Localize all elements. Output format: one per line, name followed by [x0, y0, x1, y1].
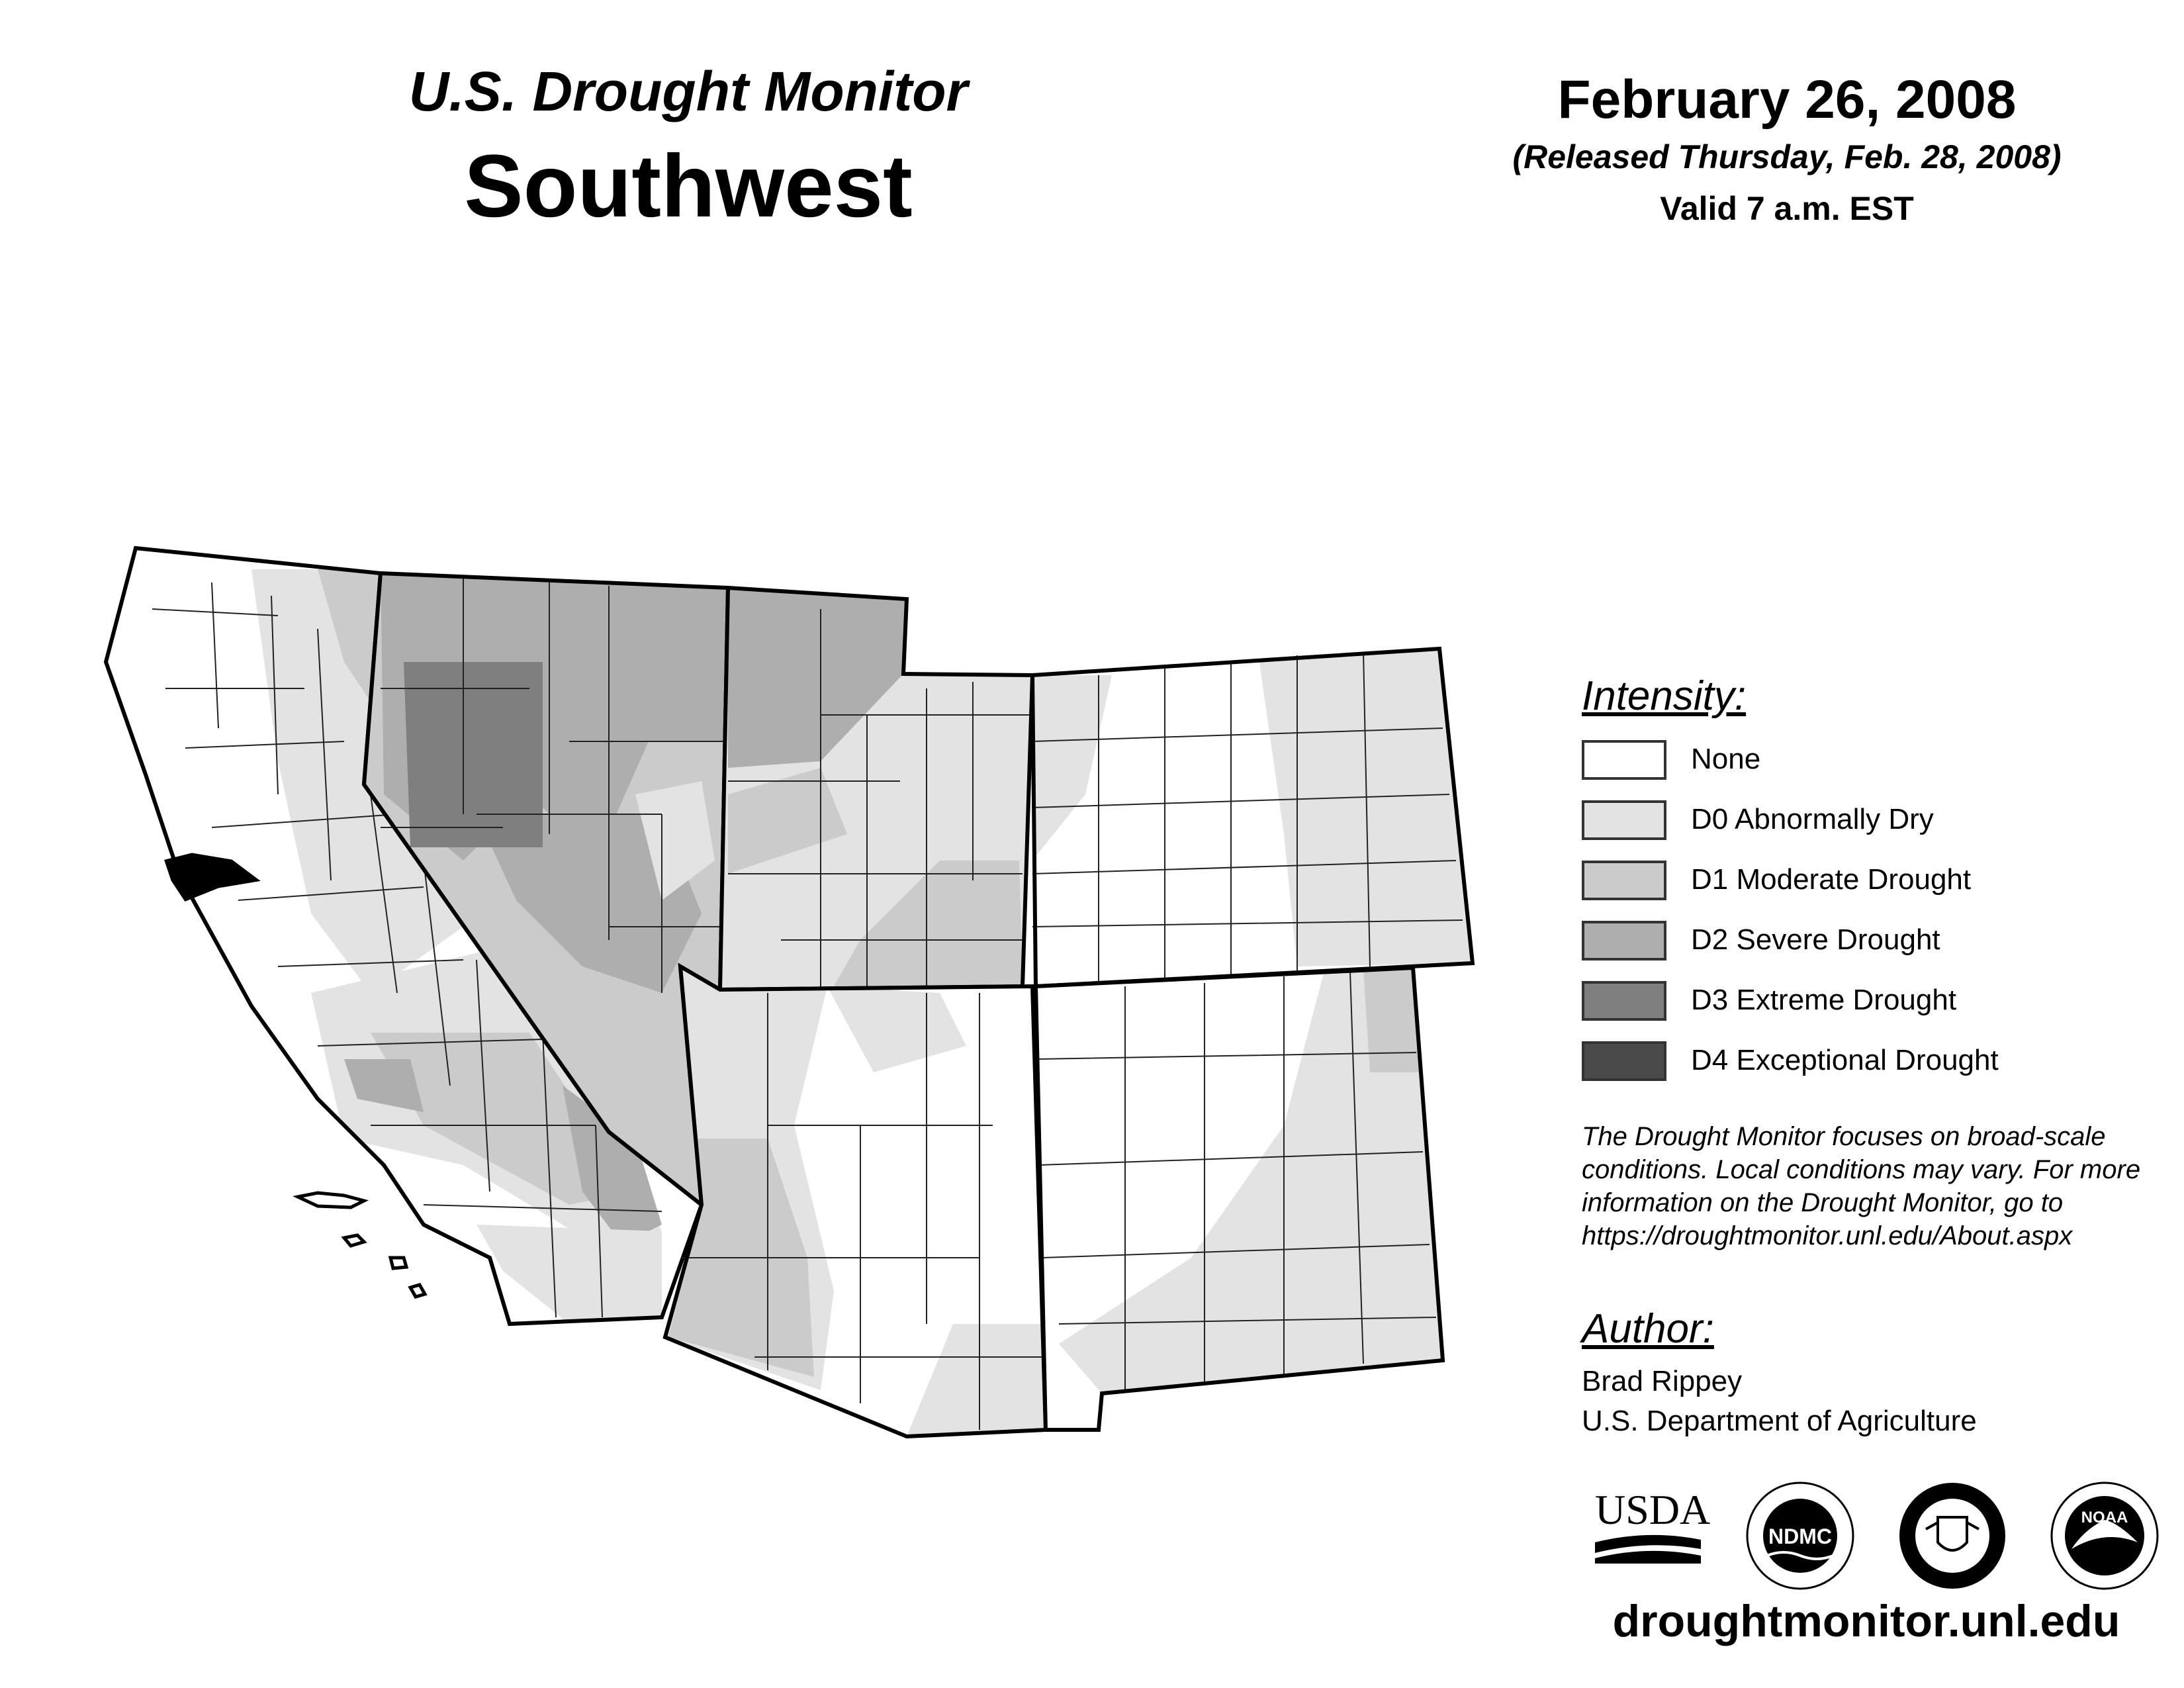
legend-swatch: [1582, 800, 1666, 840]
legend-label: D4 Exceptional Drought: [1691, 1044, 1999, 1076]
region-title: Southwest: [464, 137, 913, 236]
legend-swatch: [1582, 921, 1666, 961]
state-new-mexico: [1036, 968, 1443, 1430]
agency-logos: [1595, 1476, 2177, 1609]
legend-swatch: [1582, 1041, 1666, 1081]
legend-label: D1 Moderate Drought: [1691, 863, 1972, 896]
legend-label: D0 Abnormally Dry: [1691, 803, 1934, 835]
svg-text:NDMC: NDMC: [1768, 1524, 1832, 1548]
legend-swatch: [1582, 981, 1666, 1021]
map-title: U.S. Drought Monitor: [408, 60, 968, 122]
legend-swatch: [1582, 861, 1666, 900]
note-line: information on the Drought Monitor, go to: [1582, 1188, 2064, 1217]
ndmc-logo: [1747, 1483, 1853, 1589]
commerce-seal: [1899, 1483, 2005, 1589]
legend-label: D3 Extreme Drought: [1691, 984, 1957, 1016]
state-arizona: [665, 966, 1046, 1436]
legend-swatch: [1582, 740, 1666, 780]
valid-time: Valid 7 a.m. EST: [1660, 190, 1914, 227]
author-name: Brad Rippey: [1582, 1365, 1743, 1397]
state-utah: [720, 588, 1032, 993]
website-link[interactable]: droughtmonitor.unl.edu: [1612, 1596, 2120, 1646]
release-date: (Released Thursday, Feb. 28, 2008): [1512, 138, 2062, 175]
legend-title: Intensity:: [1582, 673, 1747, 719]
noaa-logo: [2052, 1483, 2158, 1589]
usda-logo: [1595, 1486, 1710, 1564]
legend-label: D2 Severe Drought: [1691, 923, 1940, 956]
note-link[interactable]: https://droughtmonitor.unl.edu/About.aspx: [1582, 1221, 2073, 1250]
author-title: Author:: [1582, 1306, 1714, 1352]
svg-text:NOAA: NOAA: [2081, 1509, 2128, 1526]
disclaimer-note: [1582, 1120, 2177, 1252]
author-organization: U.S. Department of Agriculture: [1582, 1405, 1977, 1437]
svg-text:USDA: USDA: [1595, 1486, 1711, 1533]
note-line: conditions. Local conditions may vary. For more: [1582, 1155, 2141, 1184]
state-colorado: [1032, 649, 1473, 986]
note-line: The Drought Monitor focuses on broad-scale: [1582, 1122, 2106, 1151]
map-date: February 26, 2008: [1557, 70, 2017, 130]
legend-label: None: [1691, 743, 1761, 775]
